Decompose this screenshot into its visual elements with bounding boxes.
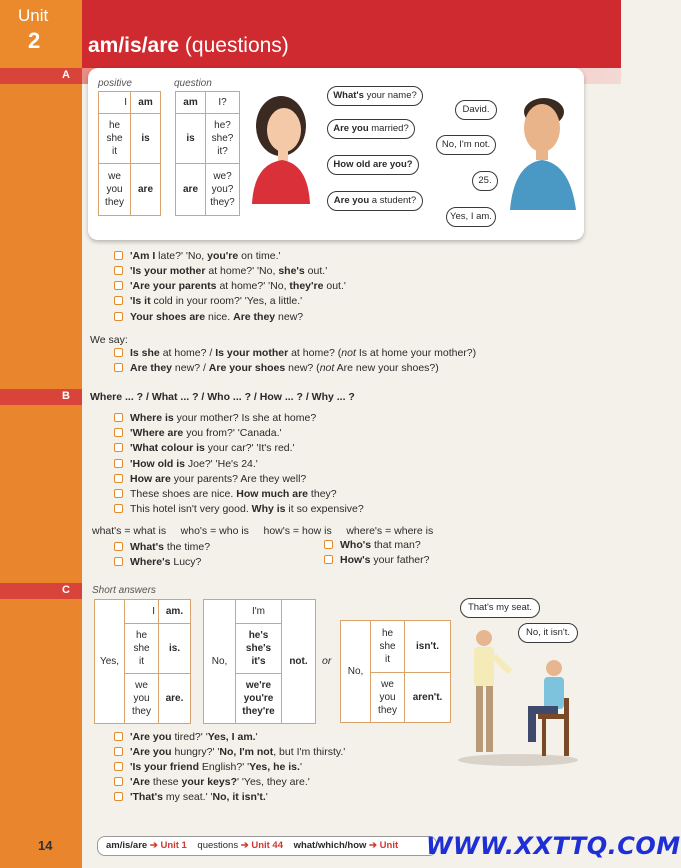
example-a-1: 'Am I late?' 'No, you're on time.' xyxy=(114,249,281,263)
or-label: or xyxy=(322,655,332,667)
bubble-man-3: 25. xyxy=(472,171,498,191)
arrow-icon: ➔ xyxy=(149,840,158,851)
bubble-woman-3: How old are you? xyxy=(327,155,419,175)
unit-label: Unit xyxy=(18,6,49,25)
example-b-4: 'How old is Joe?' 'He's 24.' xyxy=(114,457,258,471)
bubble-seat: That's my seat. xyxy=(460,598,540,618)
checkbox-icon xyxy=(114,557,123,566)
checkbox-icon xyxy=(114,747,123,756)
two-men-illustration xyxy=(458,628,588,768)
bubble-man-4: Yes, I am. xyxy=(446,207,496,227)
example-b-3: 'What colour is your car?' 'It's red.' xyxy=(114,441,295,455)
positive-label: positive xyxy=(98,78,132,89)
checkbox-icon xyxy=(114,266,123,275)
example-c-4: 'Are these your keys?' 'Yes, they are.' xyxy=(114,775,310,789)
checkbox-icon xyxy=(114,474,123,483)
we-say-1: Is she at home? / Is your mother at home? (not Is at home your mother?) xyxy=(114,346,476,360)
arrow-icon: ➔ xyxy=(369,840,378,851)
we-say-2: Are they new? / Are your shoes new? (not Are new your shoes?) xyxy=(114,361,439,375)
watermark: WWW.XXTTQ.COM xyxy=(426,832,681,860)
checkbox-icon xyxy=(114,459,123,468)
checkbox-icon xyxy=(114,792,123,801)
bubble-man-1: David. xyxy=(455,100,497,120)
we-say-label: We say: xyxy=(90,334,128,346)
page-number: 14 xyxy=(38,838,53,853)
section-b-heading: Where ... ? / What ... ? / Who ... ? / How ... ? / Why ... ? xyxy=(90,391,355,403)
bubble-man-2: No, I'm not. xyxy=(436,135,496,155)
example-b-8: What's the time? xyxy=(114,540,210,554)
example-b-9: Who's that man? xyxy=(324,538,421,552)
section-letter-c: C xyxy=(62,584,70,596)
checkbox-icon xyxy=(114,296,123,305)
short-answer-table-yes: Yes, I am. he she it is. we you they are. xyxy=(94,599,191,724)
cross-reference-bar: am/is/are ➔ Unit 1 questions ➔ Unit 44 what/which/how ➔ Unit xyxy=(97,836,437,856)
checkbox-icon xyxy=(114,281,123,290)
man-illustration xyxy=(506,92,580,210)
question-table: am I? is he? she? it? are we? you? they? xyxy=(175,91,240,216)
short-answer-table-no: No, I'm not. he's she's it's we're you're they're xyxy=(203,599,316,724)
example-b-6: These shoes are nice. How much are they? xyxy=(114,487,337,501)
page-title: am/is/are (questions) xyxy=(88,34,289,57)
example-a-2: 'Is your mother at home?' 'No, she's out.' xyxy=(114,264,327,278)
checkbox-icon xyxy=(114,777,123,786)
checkbox-icon xyxy=(114,443,123,452)
checkbox-icon xyxy=(114,504,123,513)
short-answers-label: Short answers xyxy=(92,585,156,596)
unit-number: 2 xyxy=(28,28,41,53)
example-c-2: 'Are you hungry?' 'No, I'm not, but I'm thirsty.' xyxy=(114,745,345,759)
example-b-1: Where is your mother? Is she at home? xyxy=(114,411,316,425)
checkbox-icon xyxy=(114,348,123,357)
checkbox-icon xyxy=(324,540,333,549)
link-unit-44[interactable]: Unit 44 xyxy=(248,840,283,851)
checkbox-icon xyxy=(114,732,123,741)
checkbox-icon xyxy=(114,413,123,422)
bubble-woman-2: Are you married? xyxy=(327,119,415,139)
question-label: question xyxy=(174,78,212,89)
example-a-3: 'Are your parents at home?' 'No, they're out.' xyxy=(114,279,346,293)
example-b-11: How's your father? xyxy=(324,553,429,567)
positive-table: I am he she it is we you they are xyxy=(98,91,161,216)
example-a-5: Your shoes are nice. Are they new? xyxy=(114,310,303,324)
checkbox-icon xyxy=(114,762,123,771)
checkbox-icon xyxy=(324,555,333,564)
checkbox-icon xyxy=(114,428,123,437)
bubble-woman-1: What's your name? xyxy=(327,86,423,106)
link-unit-1[interactable]: Unit 1 xyxy=(157,840,187,851)
sidebar xyxy=(0,0,82,868)
short-answer-table-no-contracted: No, he she it isn't. we you they aren't. xyxy=(340,620,451,723)
checkbox-icon xyxy=(114,542,123,551)
example-b-7: This hotel isn't very good. Why is it so expensive? xyxy=(114,502,364,516)
section-letter-a: A xyxy=(62,69,70,81)
checkbox-icon xyxy=(114,312,123,321)
example-a-4: 'Is it cold in your room?' 'Yes, a little.' xyxy=(114,294,302,308)
example-b-10: Where's Lucy? xyxy=(114,555,201,569)
checkbox-icon xyxy=(114,489,123,498)
contractions-line: what's = what is who's = who is how's = how is where's = where is xyxy=(92,525,434,537)
bubble-woman-4: Are you a student? xyxy=(327,191,423,211)
example-b-5: How are your parents? Are they well? xyxy=(114,472,306,486)
section-letter-b: B xyxy=(62,390,70,402)
checkbox-icon xyxy=(114,363,123,372)
example-c-3: 'Is your friend English?' 'Yes, he is.' xyxy=(114,760,302,774)
link-unit[interactable]: Unit xyxy=(377,840,399,851)
example-c-5: 'That's my seat.' 'No, it isn't.' xyxy=(114,790,268,804)
example-c-1: 'Are you tired?' 'Yes, I am.' xyxy=(114,730,258,744)
woman-illustration xyxy=(248,92,312,204)
checkbox-icon xyxy=(114,251,123,260)
unit-box xyxy=(0,0,82,68)
bubble-no-it-isnt: No, it isn't. xyxy=(518,623,578,643)
arrow-icon: ➔ xyxy=(240,840,249,851)
example-b-2: 'Where are you from?' 'Canada.' xyxy=(114,426,282,440)
